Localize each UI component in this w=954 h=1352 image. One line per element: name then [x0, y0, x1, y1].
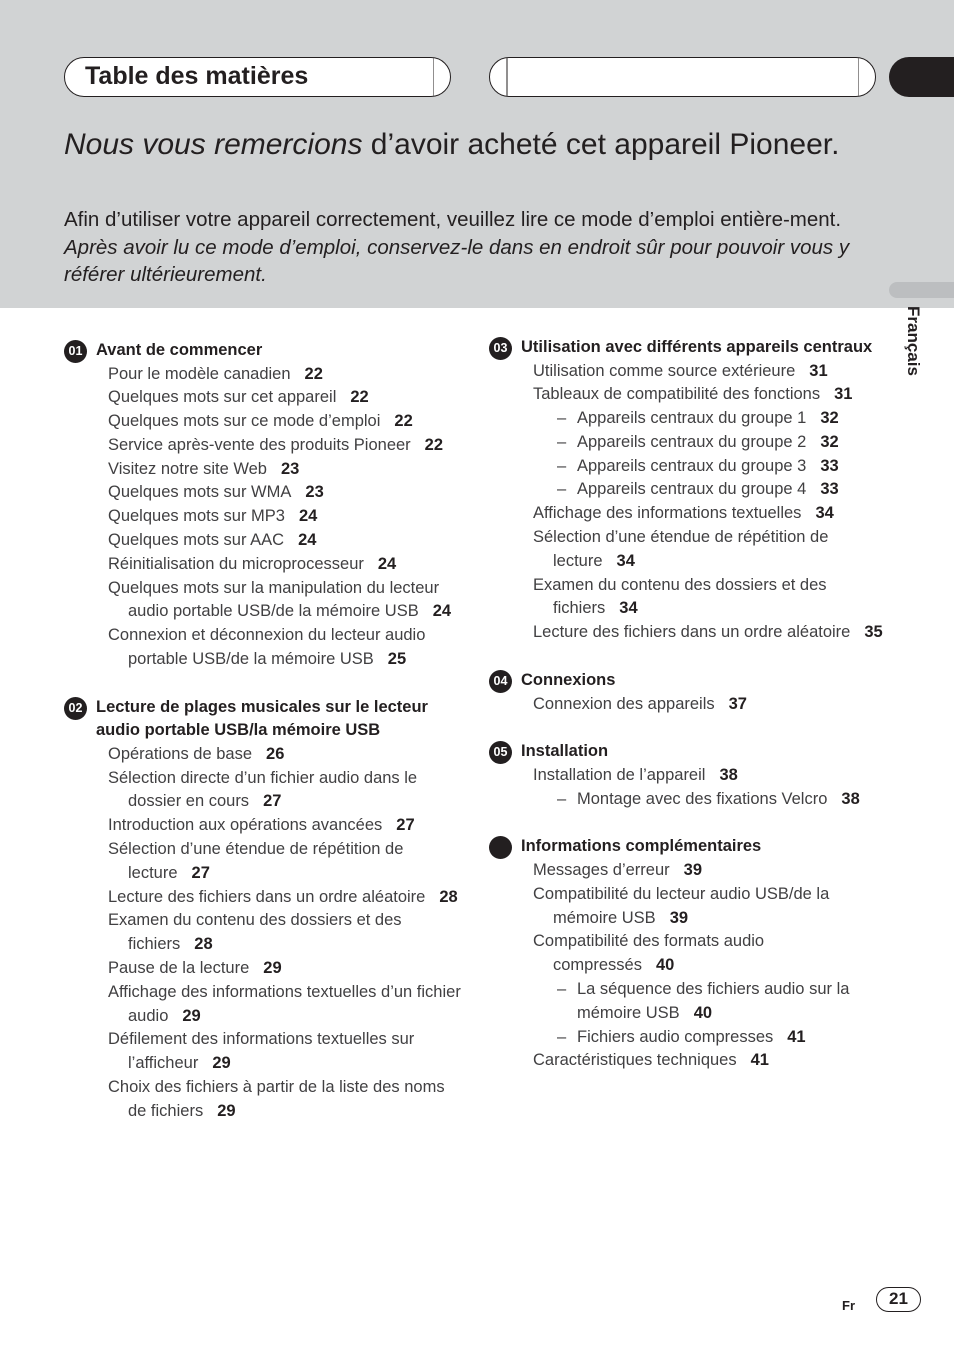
entry-text: Quelques mots sur cet appareil — [108, 388, 337, 407]
toc-entry[interactable] — [501, 764, 889, 788]
entry-page-number: 22 — [304, 364, 323, 383]
entry-text: Examen du contenu des dossiers et des fichiers — [533, 575, 827, 618]
toc-entry[interactable] — [501, 621, 889, 645]
entry-page-number: 24 — [432, 602, 452, 621]
entry-page-number: 31 — [834, 385, 853, 404]
tab-divider — [506, 58, 508, 97]
toc-entry[interactable] — [76, 481, 464, 505]
toc-entry[interactable] — [76, 743, 464, 767]
toc-subentry[interactable] — [501, 788, 889, 812]
entry-page-number: 41 — [787, 1027, 806, 1046]
toc-right-column — [489, 336, 889, 1073]
section-title-text: Connexions — [521, 671, 616, 690]
section-number-badge — [489, 836, 512, 859]
entry-page-number: 22 — [394, 412, 413, 431]
entry-page-number: 24 — [377, 554, 397, 573]
toc-entry[interactable] — [501, 883, 889, 931]
toc-section — [489, 669, 889, 716]
entry-page-number: 22 — [424, 435, 444, 454]
dash-marker: – — [557, 409, 567, 428]
language-text: Français — [904, 306, 923, 376]
entry-page-number: 37 — [728, 694, 747, 713]
entry-page-number: 40 — [655, 956, 675, 975]
entry-text: Affichage des informations textuelles d’un fichier audio — [108, 982, 461, 1025]
entry-text: Montage avec des fixations Velcro — [577, 789, 828, 808]
section-title-text: Avant de commencer — [96, 341, 263, 359]
entry-text: Appareils centraux du groupe 4 — [577, 480, 807, 499]
toc-entry[interactable] — [76, 814, 464, 838]
entry-page-number: 34 — [619, 599, 638, 618]
dash-marker: – — [557, 456, 567, 475]
section-number-badge: 03 — [489, 337, 512, 360]
entry-text: Visitez notre site Web — [108, 459, 267, 478]
entry-text: Service après-vente des produits Pioneer — [108, 435, 411, 454]
entry-page-number: 23 — [305, 483, 324, 502]
toc-entry[interactable] — [501, 502, 889, 526]
page-number: 21 — [876, 1287, 921, 1312]
entry-page-number: 27 — [396, 816, 415, 835]
toc-subentry[interactable] — [501, 1026, 889, 1050]
toc-entry[interactable] — [76, 386, 464, 410]
toc-entry[interactable] — [76, 957, 464, 981]
intro-paragraph — [64, 206, 894, 289]
intro-plain: Afin d’utiliser votre appareil correctement, veuillez lire ce mode d’emploi entière-ment. — [64, 208, 842, 231]
toc-section — [489, 336, 889, 645]
entry-text: Utilisation comme source extérieure — [533, 361, 796, 380]
entry-page-number: 31 — [809, 361, 828, 380]
entry-page-number: 24 — [298, 531, 317, 550]
entry-text: Réinitialisation du microprocesseur — [108, 554, 364, 573]
toc-section — [64, 339, 464, 672]
toc-section-title[interactable] — [489, 336, 889, 360]
toc-subentry[interactable] — [501, 407, 889, 431]
entry-text: Pour le modèle canadien — [108, 364, 291, 383]
dash-marker: – — [557, 979, 567, 998]
section-title-text: Lecture de plages musicales sur le lecteur audio portable USB/la mémoire USB — [96, 697, 428, 740]
entry-page-number: 29 — [212, 1054, 231, 1073]
entry-text: Compatibilité des formats audio compressés — [533, 932, 765, 975]
toc-entry[interactable] — [501, 383, 889, 407]
footer-language: Fr — [842, 1298, 855, 1313]
entry-page-number: 28 — [194, 935, 213, 954]
toc-entry[interactable] — [76, 434, 464, 458]
entry-text: Installation de l’appareil — [533, 765, 706, 784]
toc-entry[interactable] — [76, 363, 464, 387]
entry-text: Affichage des informations textuelles — [533, 504, 802, 523]
entry-text: Quelques mots sur MP3 — [108, 507, 285, 526]
toc-entry[interactable] — [501, 693, 889, 717]
entry-page-number: 25 — [387, 650, 407, 669]
entry-text: Quelques mots sur WMA — [108, 483, 292, 502]
toc-entry[interactable] — [76, 767, 464, 815]
entry-text: Appareils centraux du groupe 3 — [577, 456, 807, 475]
entry-page-number: 23 — [280, 459, 300, 478]
toc-section-title[interactable] — [489, 835, 889, 859]
toc-entry[interactable] — [501, 859, 889, 883]
toc-entry[interactable] — [501, 526, 889, 574]
toc-section — [489, 835, 889, 1073]
entry-text: Examen du contenu des dossiers et des fichiers — [108, 911, 402, 954]
entry-text: Connexion et déconnexion du lecteur audio portable USB/de la mémoire USB — [108, 626, 426, 669]
entry-text: Tableaux de compatibilité des fonctions — [533, 385, 821, 404]
entry-text: Choix des fichiers à partir de la liste des noms de fichiers — [108, 1078, 445, 1120]
entry-text: Sélection directe d’un fichier audio dans le dossier en cours — [108, 768, 418, 811]
entry-page-number: 29 — [217, 1101, 236, 1120]
toc-entry[interactable] — [76, 1076, 464, 1124]
toc-entry[interactable] — [76, 1028, 464, 1076]
toc-entry[interactable] — [76, 529, 464, 553]
section-number-badge: 04 — [489, 670, 512, 693]
dash-marker: – — [557, 789, 567, 808]
entry-page-number: 28 — [439, 887, 458, 906]
toc-entry[interactable] — [76, 981, 464, 1029]
language-tab — [889, 282, 954, 298]
entry-text: Lecture des fichiers dans un ordre aléatoire — [533, 623, 851, 642]
entry-text: Sélection d’une étendue de répétition de lecture — [533, 528, 829, 570]
tab-divider — [433, 58, 435, 97]
entry-text: Compatibilité du lecteur audio USB/de la mémoire USB — [533, 884, 830, 927]
toc-subentry[interactable] — [501, 431, 889, 455]
entry-text: Défilement des informations textuelles sur l’afficheur — [108, 1030, 415, 1073]
entry-text: Introduction aux opérations avancées — [108, 816, 383, 835]
entry-text: Lecture des fichiers dans un ordre aléatoire — [108, 887, 426, 906]
toc-entry[interactable] — [501, 930, 889, 978]
entry-text: Pause de la lecture — [108, 959, 250, 978]
entry-page-number: 22 — [350, 388, 369, 407]
entry-page-number: 27 — [263, 792, 282, 811]
entry-text: Connexion des appareils — [533, 694, 715, 713]
dash-marker: – — [557, 1027, 567, 1046]
toc-entry[interactable] — [501, 1049, 889, 1073]
section-title-tab — [64, 57, 451, 97]
entry-page-number: 38 — [719, 765, 738, 784]
entry-text: Quelques mots sur AAC — [108, 531, 285, 550]
toc-entry[interactable] — [501, 360, 889, 384]
toc-section — [489, 740, 889, 811]
entry-text: La séquence des fichiers audio sur la mémoire USB — [577, 979, 850, 1022]
toc-subentry[interactable] — [501, 978, 889, 1026]
intro-italic: Après avoir lu ce mode d’emploi, conservez-le dans en endroit sûr pour pouvoir vous y référer ultérieurement. — [64, 235, 850, 286]
entry-text: Appareils centraux du groupe 2 — [577, 432, 807, 451]
entry-page-number: 39 — [683, 860, 702, 879]
edge-marker-tab — [889, 57, 954, 97]
section-title-text: Informations complémentaires — [521, 837, 762, 856]
entry-page-number: 32 — [820, 432, 839, 451]
toc-entry[interactable] — [76, 909, 464, 957]
toc-section — [64, 696, 464, 1124]
dash-marker: – — [557, 480, 567, 499]
entry-page-number: 41 — [750, 1051, 769, 1070]
entry-page-number: 29 — [182, 1006, 201, 1025]
toc-subentry[interactable] — [501, 478, 889, 502]
entry-page-number: 35 — [864, 623, 883, 642]
toc-left-column — [64, 339, 464, 1124]
entry-text: Quelques mots sur la manipulation du lecteur audio portable USB/de la mémoire USB — [108, 578, 440, 621]
page-title: Table des matières — [85, 62, 309, 90]
entry-page-number: 40 — [693, 1003, 713, 1022]
entry-text: Caractéristiques techniques — [533, 1051, 737, 1070]
toc-entry[interactable] — [76, 410, 464, 434]
dash-marker: – — [557, 432, 567, 451]
toc-section-title[interactable] — [64, 696, 464, 743]
toc-entry[interactable] — [76, 458, 464, 482]
toc-entry[interactable] — [76, 886, 464, 910]
entry-page-number: 33 — [820, 480, 839, 499]
toc-section-title[interactable] — [64, 339, 464, 363]
toc-entry[interactable] — [76, 838, 464, 886]
entry-text: Fichiers audio compresses — [577, 1027, 774, 1046]
toc-entry[interactable] — [76, 553, 464, 577]
toc-section-title[interactable] — [489, 669, 889, 693]
section-title-text: Installation — [521, 742, 609, 761]
entry-text: Sélection d’une étendue de répétition de lecture — [108, 840, 404, 882]
entry-text: Appareils centraux du groupe 1 — [577, 409, 807, 428]
entry-page-number: 26 — [266, 744, 285, 763]
section-number-badge: 02 — [64, 697, 87, 720]
entry-text: Opérations de base — [108, 744, 253, 763]
entry-page-number: 34 — [815, 504, 834, 523]
blank-tab — [489, 57, 876, 97]
entry-page-number: 29 — [263, 959, 282, 978]
headline-rest: d’avoir acheté cet appareil Pioneer. — [362, 128, 840, 161]
entry-page-number: 32 — [820, 409, 839, 428]
toc-entry[interactable] — [76, 505, 464, 529]
entry-page-number: 24 — [299, 507, 318, 526]
entry-page-number: 33 — [820, 456, 839, 475]
entry-text: Messages d’erreur — [533, 860, 670, 879]
section-number-badge: 01 — [64, 340, 87, 363]
toc-entry[interactable] — [76, 577, 464, 625]
entry-page-number: 27 — [191, 863, 210, 882]
entry-page-number: 38 — [841, 789, 860, 808]
section-title-text: Utilisation avec différents appareils centraux — [521, 338, 873, 356]
entry-page-number: 34 — [616, 551, 635, 570]
toc-section-title[interactable] — [489, 740, 889, 764]
toc-subentry[interactable] — [501, 455, 889, 479]
headline — [64, 128, 894, 162]
headline-italic: Nous vous remercions — [64, 128, 363, 161]
tab-divider — [858, 58, 860, 97]
language-label — [899, 306, 923, 396]
toc-entry[interactable] — [501, 574, 889, 622]
section-number-badge: 05 — [489, 741, 512, 764]
entry-text: Quelques mots sur ce mode d’emploi — [108, 412, 381, 431]
entry-page-number: 39 — [669, 908, 689, 927]
toc-entry[interactable] — [76, 624, 464, 672]
